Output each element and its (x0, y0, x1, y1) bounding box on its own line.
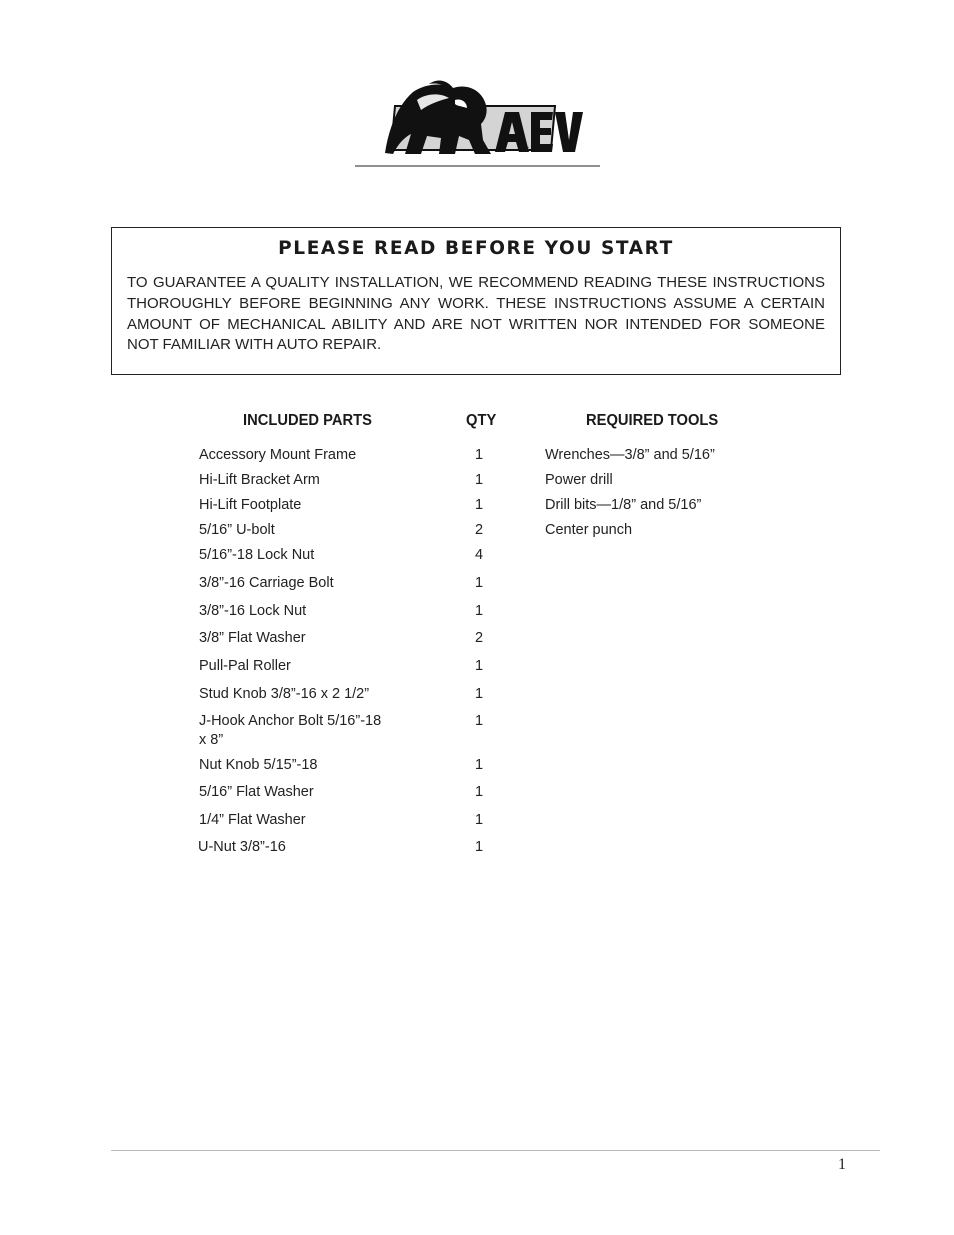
part-qty: 2 (475, 630, 484, 646)
part-name: 3/8”-16 Carriage Bolt (199, 575, 334, 591)
tool-item: Center punch (545, 522, 633, 538)
footer-divider (111, 1150, 880, 1151)
part-qty: 1 (475, 447, 484, 463)
notice-box (111, 227, 841, 375)
part-name: Accessory Mount Frame (199, 447, 357, 463)
part-qty: 1 (475, 658, 484, 674)
part-name: 3/8”-16 Lock Nut (199, 603, 307, 619)
included-parts-header: INCLUDED PARTS (243, 412, 372, 429)
part-name: Nut Knob 5/15”-18 (199, 757, 318, 773)
brand-text: AEV (525, 147, 529, 149)
part-qty: 1 (475, 686, 484, 702)
part-qty: 1 (475, 812, 484, 828)
part-name: Hi-Lift Bracket Arm (199, 472, 320, 488)
part-name: Pull-Pal Roller (199, 658, 291, 674)
tool-item: Power drill (545, 472, 613, 488)
qty-header: QTY (466, 412, 497, 429)
part-qty: 1 (475, 839, 484, 855)
required-tools-header: REQUIRED TOOLS (586, 412, 719, 429)
part-qty: 4 (475, 547, 484, 563)
part-qty: 1 (475, 575, 484, 591)
part-name: 5/16” Flat Washer (199, 784, 314, 800)
part-name: J-Hook Anchor Bolt 5/16”-18 x 8” (199, 713, 382, 748)
part-name: 5/16”-18 Lock Nut (199, 547, 315, 563)
part-name: Stud Knob 3/8”-16 x 2 1/2” (199, 686, 370, 702)
notice-title: PLEASE READ BEFORE YOU START (278, 238, 674, 259)
part-qty: 1 (475, 757, 484, 773)
notice-body: TO GUARANTEE A QUALITY INSTALLATION, WE RECOMMEND READING THESE INSTRUCTIONS THOROUGHLY BEFORE BEGINNING ANY WORK. THESE INSTRUCTIONS ASSUME A CERTAIN AMOUNT OF MECHANICAL ABILITY AND ARE NOT WRITTEN NOR INTENDED FOR SOMEONE NOT FAMILIAR WITH AUTO REPAIR. (127, 274, 825, 354)
part-qty: 1 (475, 713, 484, 729)
part-name: 1/4” Flat Washer (199, 812, 306, 828)
part-name: 5/16” U-bolt (199, 522, 275, 538)
aev-logo (355, 78, 600, 170)
part-qty: 1 (475, 497, 484, 513)
part-qty: 2 (475, 522, 484, 538)
part-name: 3/8” Flat Washer (199, 630, 306, 646)
part-name: Hi-Lift Footplate (199, 497, 302, 513)
part-name: U-Nut 3/8”-16 (198, 839, 286, 855)
part-qty: 1 (475, 472, 484, 488)
part-qty: 1 (475, 603, 484, 619)
page-number: 1 (838, 1156, 846, 1173)
tool-item: Drill bits—1/8” and 5/16” (545, 497, 702, 513)
part-qty: 1 (475, 784, 484, 800)
tool-item: Wrenches—3/8” and 5/16” (545, 447, 715, 463)
